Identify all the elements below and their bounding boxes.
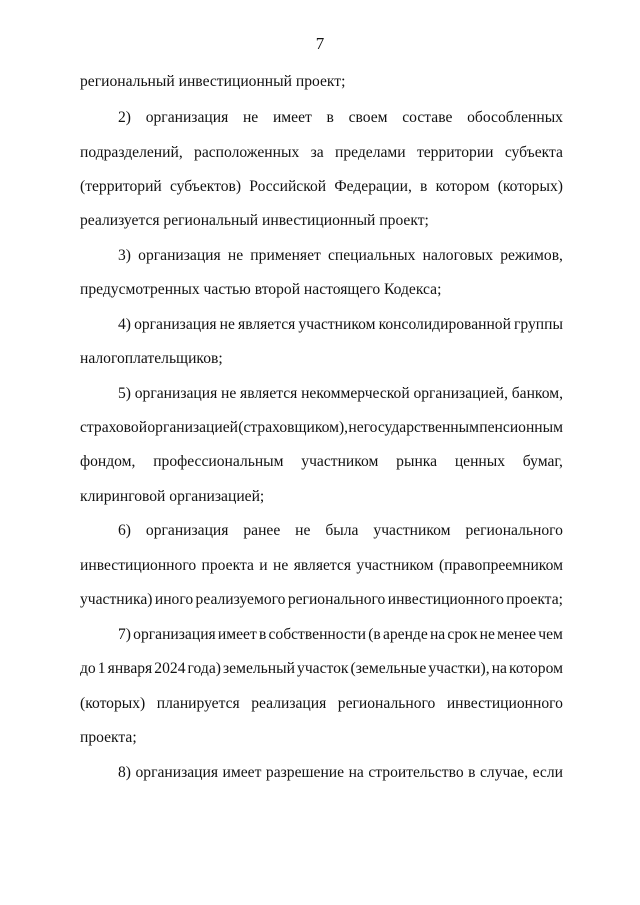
word: менее xyxy=(497,626,537,643)
text-line xyxy=(118,246,563,266)
text-line xyxy=(80,418,563,438)
word: бумаг, xyxy=(522,453,563,470)
word: котором xyxy=(509,660,563,677)
word: 3) xyxy=(118,247,131,264)
word: (территорий xyxy=(80,178,162,195)
word: иного xyxy=(154,591,194,608)
word: субъектов) xyxy=(169,178,242,195)
word: участником xyxy=(373,522,451,539)
word: рынка xyxy=(396,453,438,470)
word: участником xyxy=(356,557,434,574)
text-line: реализуется региональный инвестиционный проект; xyxy=(80,212,429,229)
word: 7) xyxy=(118,626,131,643)
word: консолидированной xyxy=(378,316,511,333)
word: организация xyxy=(134,385,218,402)
word: организация xyxy=(135,764,219,781)
word: реализация xyxy=(251,695,327,712)
word: проекта; xyxy=(506,591,563,608)
word: на xyxy=(429,626,446,643)
word: срок xyxy=(447,626,478,643)
word: на xyxy=(348,764,364,781)
page-number: 7 xyxy=(315,34,325,53)
word: года) xyxy=(187,660,221,677)
word: (которых) xyxy=(497,178,563,195)
text-line xyxy=(118,625,563,645)
text-line xyxy=(118,108,563,128)
word: если xyxy=(532,764,563,781)
word: 2) xyxy=(118,109,131,126)
word: регионального xyxy=(287,591,386,608)
word: инвестиционного xyxy=(387,591,504,608)
word: не xyxy=(273,557,289,574)
word: своем xyxy=(348,109,388,126)
text-line xyxy=(118,384,563,404)
word: 6) xyxy=(118,522,131,539)
word: не xyxy=(219,316,235,333)
word: была xyxy=(325,522,359,539)
word: налоговых xyxy=(422,247,494,264)
word: котором xyxy=(435,178,490,195)
word: участником xyxy=(301,453,379,470)
text-line xyxy=(80,556,563,576)
word: имеет xyxy=(217,626,257,643)
word: (в xyxy=(368,626,381,643)
word: участки), xyxy=(428,660,490,677)
text-line xyxy=(80,143,563,163)
word: не xyxy=(479,626,495,643)
word: собственности xyxy=(268,626,367,643)
text-line xyxy=(118,315,563,335)
word: планируется xyxy=(156,695,240,712)
text-line xyxy=(80,659,563,679)
text-line xyxy=(80,177,563,197)
word: в xyxy=(468,764,476,781)
word: применяет xyxy=(250,247,321,264)
word: 4) xyxy=(118,316,131,333)
word: разрешение xyxy=(265,764,345,781)
word: имеет xyxy=(272,109,312,126)
text-line: проекта; xyxy=(80,729,137,746)
word: имеет xyxy=(222,764,262,781)
word: территории xyxy=(416,144,494,161)
word: является xyxy=(240,385,298,402)
word: организация xyxy=(145,522,229,539)
word: субъекта xyxy=(504,144,563,161)
word: организацией xyxy=(147,419,238,436)
word: группы xyxy=(514,316,563,333)
word: банком, xyxy=(511,385,563,402)
word: (которых) xyxy=(80,695,146,712)
word: случае, xyxy=(480,764,529,781)
word: участником xyxy=(298,316,376,333)
word: ценных xyxy=(454,453,506,470)
word: аренде xyxy=(382,626,428,643)
text-line: региональный инвестиционный проект; xyxy=(80,73,346,90)
word: 2024 xyxy=(154,660,186,677)
word: режимов, xyxy=(500,247,563,264)
text-line xyxy=(118,521,563,541)
word: не xyxy=(221,385,237,402)
word: реализуемого xyxy=(195,591,286,608)
word: страховой xyxy=(80,419,148,436)
word: земельный xyxy=(223,660,295,677)
word: инвестиционного xyxy=(446,695,563,712)
text-line xyxy=(118,763,563,783)
word: в xyxy=(258,626,267,643)
word: организация xyxy=(134,316,217,333)
word: фондом, xyxy=(80,453,136,470)
word: за xyxy=(310,144,324,161)
text-line xyxy=(80,694,563,714)
word: специальных xyxy=(327,247,416,264)
word: в xyxy=(326,109,334,126)
word: пенсионным xyxy=(479,419,563,436)
word: некоммерческой xyxy=(301,385,410,402)
word: не xyxy=(227,247,244,264)
word: не xyxy=(242,109,259,126)
word: организация xyxy=(133,626,216,643)
word: является xyxy=(293,557,352,574)
word: профессиональным xyxy=(153,453,284,470)
word: участок xyxy=(297,660,349,677)
text-line: налогоплательщиков; xyxy=(80,350,223,367)
word: до xyxy=(80,660,96,677)
word: (правопреемником xyxy=(438,557,563,574)
word: проекта xyxy=(201,557,254,574)
text-line xyxy=(80,452,563,472)
word: 1 xyxy=(97,660,106,677)
word: инвестиционного xyxy=(80,557,197,574)
word: является xyxy=(238,316,296,333)
word: Российской xyxy=(249,178,327,195)
text-line: клиринговой организацией; xyxy=(80,488,265,505)
text-line xyxy=(80,590,563,610)
word: на xyxy=(491,660,507,677)
word: негосударственным xyxy=(348,419,479,436)
word: организация xyxy=(145,109,229,126)
word: 5) xyxy=(118,385,131,402)
word: организация xyxy=(138,247,221,264)
word: расположенных xyxy=(194,144,300,161)
word: регионального xyxy=(465,522,563,539)
word: 8) xyxy=(118,764,131,781)
word: и xyxy=(259,557,268,574)
word: в xyxy=(420,178,428,195)
word: не xyxy=(295,522,311,539)
word: ранее xyxy=(243,522,281,539)
text-line: предусмотренных частью второй настоящего Кодекса; xyxy=(80,281,442,298)
word: строительство xyxy=(368,764,464,781)
word: (страховщиком), xyxy=(238,419,349,436)
word: (земельные xyxy=(350,660,427,677)
word: участника) xyxy=(80,591,153,608)
word: пределами xyxy=(334,144,406,161)
word: января xyxy=(107,660,153,677)
word: чем xyxy=(538,626,563,643)
word: составе xyxy=(402,109,453,126)
word: подразделений, xyxy=(80,144,183,161)
word: обособленных xyxy=(467,109,563,126)
word: Федерации, xyxy=(334,178,412,195)
word: организацией, xyxy=(413,385,508,402)
word: регионального xyxy=(337,695,436,712)
